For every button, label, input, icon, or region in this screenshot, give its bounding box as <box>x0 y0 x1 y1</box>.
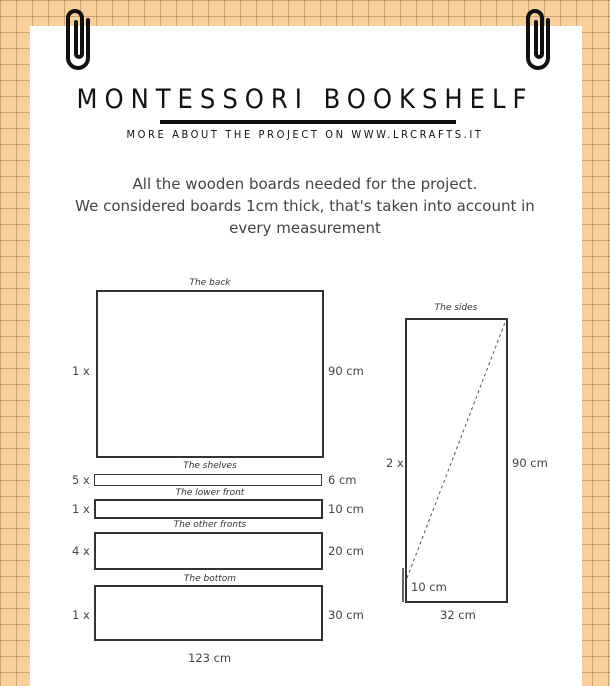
intro-line-2: We considered boards 1cm thick, that's taken into account in <box>75 197 535 215</box>
paperclip-icon <box>58 6 100 78</box>
shelves-caption: The shelves <box>183 461 237 471</box>
sides-caption: The sides <box>434 303 478 313</box>
title-underline <box>160 120 456 124</box>
back-caption: The back <box>189 278 231 288</box>
sides-board <box>405 318 508 603</box>
bottom-depth: 30 cm <box>328 608 364 622</box>
bottom-board <box>94 585 323 641</box>
project-link-text: MORE ABOUT THE PROJECT ON WWW.LRCRAFTS.IT <box>126 128 484 141</box>
sides-height: 90 cm <box>512 456 548 470</box>
other-fronts-quantity: 4 x <box>72 544 90 558</box>
sides-cut-height: 10 cm <box>411 580 447 594</box>
lower-front-quantity: 1 x <box>72 502 90 516</box>
other-fronts-board <box>94 532 323 570</box>
back-height: 90 cm <box>328 364 364 378</box>
boards-width: 123 cm <box>188 651 232 665</box>
intro-line-1: All the wooden boards needed for the project. <box>132 175 478 193</box>
intro-text <box>60 173 550 239</box>
other-fronts-caption: The other fronts <box>173 520 247 530</box>
bottom-quantity: 1 x <box>72 608 90 622</box>
back-quantity: 1 x <box>72 364 90 378</box>
page-title: MONTESSORI BOOKSHELF <box>76 84 534 115</box>
bottom-caption: The bottom <box>183 574 237 584</box>
lower-front-height: 10 cm <box>328 502 364 516</box>
sides-width: 32 cm <box>440 608 476 622</box>
lower-front-board <box>94 499 323 519</box>
other-fronts-height: 20 cm <box>328 544 364 558</box>
shelves-depth: 6 cm <box>328 473 357 487</box>
shelves-board <box>94 474 322 486</box>
lower-front-caption: The lower front <box>175 488 245 498</box>
shelves-quantity: 5 x <box>72 473 90 487</box>
back-board <box>96 290 324 458</box>
sides-quantity: 2 x <box>386 456 404 470</box>
intro-line-3: every measurement <box>229 219 381 237</box>
paperclip-icon <box>518 6 560 78</box>
